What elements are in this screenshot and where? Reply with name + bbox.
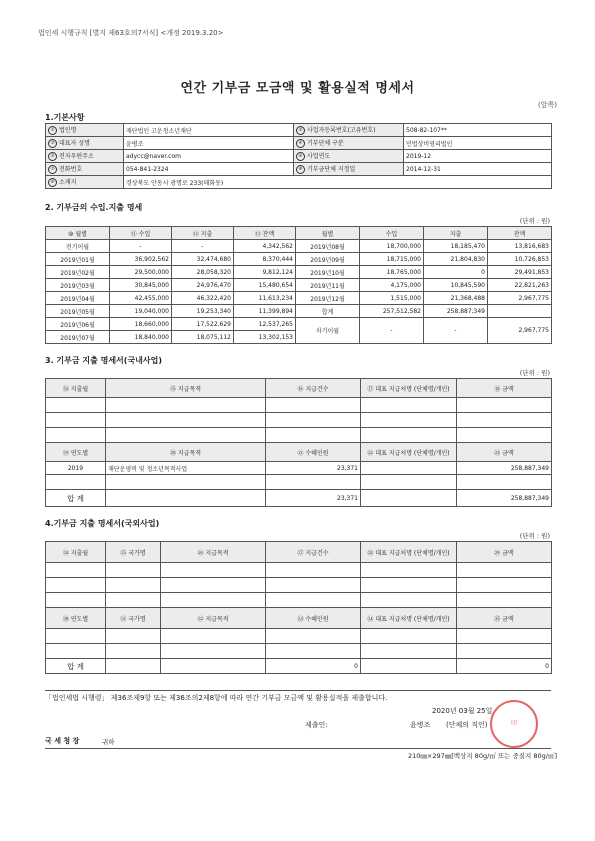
column-header: ⑱ 금액 (457, 379, 552, 398)
balance-cell: 8,370,444 (234, 253, 296, 266)
address-value: 경상북도 안동시 광명로 233(태화동) (124, 176, 552, 189)
info-label (294, 137, 404, 150)
empty-cell (266, 398, 361, 413)
domestic-row (46, 462, 552, 475)
section2-unit: (단위 : 원) (519, 217, 550, 225)
item-number: ③ (48, 139, 57, 148)
amount-cell: 258,887,349 (457, 462, 552, 475)
domestic-total-row (46, 490, 552, 507)
column-header: ㉜ 지급목적 (161, 608, 266, 629)
income-cell: 29,500,000 (110, 266, 172, 279)
expense-cell: 10,845,590 (424, 279, 488, 292)
month-cell: 2019년12월 (296, 292, 360, 305)
section3-heading: 3. 기부금 지출 명세서(국내사업) (45, 356, 163, 365)
empty-cell (106, 428, 266, 443)
empty-cell (361, 398, 457, 413)
recipient: 국 세 청 장 (45, 737, 80, 745)
column-header: 월별 (296, 227, 360, 240)
month-cell: 2019년07월 (46, 331, 110, 344)
item-number: ⑧ (296, 165, 305, 174)
address-label (46, 176, 124, 189)
column-header: ㉖ 지급목적 (161, 542, 266, 563)
empty-cell (161, 563, 266, 578)
column-header: ㉙ 금액 (457, 542, 552, 563)
balance-cell: 22,821,263 (488, 279, 552, 292)
total-expense: 258,887,349 (424, 305, 488, 318)
empty-cell (361, 644, 457, 659)
front-side-note: (앞쪽) (538, 101, 557, 109)
empty-row (46, 593, 552, 608)
column-header: 잔액 (488, 227, 552, 240)
paper-spec: 210㎜×297㎜[백상지 80g/㎡ 또는 중질지 80g/㎡] (407, 752, 557, 760)
empty-cell (46, 578, 106, 593)
seal-note: (단체의 직인) (446, 721, 488, 729)
empty-cell (266, 563, 361, 578)
empty-cell (46, 398, 106, 413)
column-header: 지출 (424, 227, 488, 240)
field-label: 기부금단체 지정일 (307, 166, 356, 173)
balance-cell: 13,816,683 (488, 240, 552, 253)
info-value: adycc@naver.com (124, 150, 294, 163)
total-balance (488, 305, 552, 318)
basic-info-table (45, 123, 552, 189)
info-value: 윤병조 (124, 137, 294, 150)
info-row (46, 124, 552, 137)
balance-cell: 29,491,853 (488, 266, 552, 279)
empty-row (46, 563, 552, 578)
empty-cell (46, 428, 106, 443)
form-reference: 법인세 시행규칙 [별지 제63호의7서식] <개정 2019.3.20> (38, 29, 224, 37)
info-label (294, 150, 404, 163)
field-label: 소재지 (59, 179, 77, 186)
item-number: ⑥ (296, 152, 305, 161)
column-header: ㉚ 연도별 (46, 608, 106, 629)
column-header: ⑫ 지출 (172, 227, 234, 240)
overseas-expense-table (45, 541, 552, 674)
income-cell: 18,765,000 (360, 266, 424, 279)
monthly-row (46, 240, 552, 253)
empty-cell (457, 593, 552, 608)
balance-cell: 4,342,562 (234, 240, 296, 253)
expense-cell: 32,474,680 (172, 253, 234, 266)
balance-cell: 2,967,775 (488, 292, 552, 305)
expense-cell: 24,976,470 (172, 279, 234, 292)
balance-cell: 13,302,153 (234, 331, 296, 344)
empty-cell (46, 475, 106, 490)
field-label: 사업자등록번호(고유번호) (307, 127, 376, 134)
empty-cell (361, 659, 457, 674)
column-header: ⑰ 대표 지급처명 (단체명/개인) (361, 379, 457, 398)
info-value: 2019-12 (404, 150, 552, 163)
total-label: 합계 (296, 305, 360, 318)
empty-cell (106, 659, 161, 674)
expense-cell: - (172, 240, 234, 253)
column-header: ㉕ 국가명 (106, 542, 161, 563)
income-cell: 18,660,000 (110, 318, 172, 331)
submitter-name: 윤병조 (410, 721, 431, 729)
expense-cell: 28,058,320 (172, 266, 234, 279)
column-header: ⑪ 수입 (110, 227, 172, 240)
expense-cell: 17,522,629 (172, 318, 234, 331)
carry-balance: 2,967,775 (488, 318, 552, 344)
income-cell: 18,715,000 (360, 253, 424, 266)
month-cell: 2019년10월 (296, 266, 360, 279)
expense-cell: 21,804,830 (424, 253, 488, 266)
empty-cell (361, 413, 457, 428)
empty-cell (46, 563, 106, 578)
balance-cell: 9,812,124 (234, 266, 296, 279)
empty-cell (161, 593, 266, 608)
column-header: ㉟ 금액 (457, 608, 552, 629)
empty-cell (361, 563, 457, 578)
empty-cell (457, 413, 552, 428)
carry-expense: - (424, 318, 488, 344)
monthly-row (46, 266, 552, 279)
empty-cell (361, 629, 457, 644)
income-cell: 1,515,000 (360, 292, 424, 305)
item-number: ① (48, 126, 57, 135)
total-amount: 0 (457, 659, 552, 674)
empty-cell (266, 578, 361, 593)
column-header: ㉔ 지출월 (46, 542, 106, 563)
info-value: 민법상비영리법인 (404, 137, 552, 150)
empty-cell (161, 659, 266, 674)
total-amount: 258,887,349 (457, 490, 552, 507)
count-cell: 23,371 (266, 462, 361, 475)
field-label: 전자우편주소 (59, 153, 94, 160)
info-label (46, 124, 124, 137)
month-cell: 2019년04월 (46, 292, 110, 305)
recipient-suffix: 귀하 (102, 738, 115, 746)
empty-cell (457, 644, 552, 659)
info-row (46, 163, 552, 176)
info-label (294, 163, 404, 176)
monthly-row (46, 292, 552, 305)
overseas-total-row (46, 659, 552, 674)
month-cell: 2019년03월 (46, 279, 110, 292)
empty-cell (161, 644, 266, 659)
item-number: ④ (296, 139, 305, 148)
empty-row (46, 413, 552, 428)
empty-cell (161, 629, 266, 644)
monthly-row (46, 253, 552, 266)
section4-heading: 4.기부금 지출 명세서(국외사업) (45, 519, 160, 528)
income-cell: 18,700,000 (360, 240, 424, 253)
footer-divider (45, 748, 551, 749)
column-header: ⑭ 지출월 (46, 379, 106, 398)
empty-cell (266, 629, 361, 644)
column-header: ⑲ 연도별 (46, 443, 106, 462)
empty-cell (266, 413, 361, 428)
domestic-expense-table (45, 378, 552, 507)
expense-cell: 0 (424, 266, 488, 279)
empty-row (46, 578, 552, 593)
address-row (46, 176, 552, 189)
item-number: ⑨ (48, 178, 57, 187)
expense-cell: 18,185,470 (424, 240, 488, 253)
empty-cell (361, 593, 457, 608)
empty-cell (457, 475, 552, 490)
empty-cell (457, 629, 552, 644)
info-value: 508-82-107** (404, 124, 552, 137)
empty-cell (266, 475, 361, 490)
total-income: 257,512,582 (360, 305, 424, 318)
monthly-row (46, 305, 552, 318)
field-label: 법인명 (59, 127, 77, 134)
empty-cell (361, 578, 457, 593)
item-number: ⑦ (48, 165, 57, 174)
empty-cell (106, 413, 266, 428)
column-header: ㉓ 금액 (457, 443, 552, 462)
balance-cell: 10,726,853 (488, 253, 552, 266)
empty-cell (457, 563, 552, 578)
income-cell: 36,902,562 (110, 253, 172, 266)
income-cell: 4,175,000 (360, 279, 424, 292)
empty-row (46, 475, 552, 490)
income-cell: - (110, 240, 172, 253)
empty-cell (457, 398, 552, 413)
empty-cell (361, 475, 457, 490)
month-cell: 전기이월 (46, 240, 110, 253)
column-header: ⑳ 지급목적 (106, 443, 266, 462)
monthly-row (46, 318, 552, 331)
column-header: ㉑ 수혜인원 (266, 443, 361, 462)
balance-cell: 11,613,234 (234, 292, 296, 305)
income-cell: 19,040,000 (110, 305, 172, 318)
expense-cell: 21,368,488 (424, 292, 488, 305)
column-header: ㉘ 대표 지급처명 (단체명/개인) (361, 542, 457, 563)
month-cell: 2019년11월 (296, 279, 360, 292)
field-label: 기부단체 구분 (307, 140, 344, 147)
info-row (46, 150, 552, 163)
empty-cell (46, 644, 106, 659)
section2-heading: 2. 기부금의 수입.지출 명세 (45, 203, 143, 212)
info-value: 054-841-2324 (124, 163, 294, 176)
year-cell: 2019 (46, 462, 106, 475)
section1-heading: 1.기본사항 (45, 113, 85, 122)
column-header: ⑯ 지급건수 (266, 379, 361, 398)
info-value: 재단법인 고운청소년재단 (124, 124, 294, 137)
empty-cell (457, 578, 552, 593)
document-title: 연간 기부금 모금액 및 활용실적 명세서 (180, 81, 415, 96)
empty-cell (106, 629, 161, 644)
empty-row (46, 644, 552, 659)
info-label (46, 150, 124, 163)
item-number: ② (296, 126, 305, 135)
empty-cell (266, 428, 361, 443)
column-header: ㉒ 대표 지급처명 (단체명/개인) (361, 443, 457, 462)
income-expense-table (45, 226, 552, 344)
empty-cell (266, 593, 361, 608)
expense-cell: 19,253,340 (172, 305, 234, 318)
empty-cell (106, 644, 161, 659)
purpose-cell: 재단운영비 및 청소년목적사업 (106, 462, 266, 475)
income-cell: 42,455,000 (110, 292, 172, 305)
empty-cell (106, 593, 161, 608)
empty-cell (46, 413, 106, 428)
section4-unit: (단위 : 원) (519, 532, 550, 540)
monthly-row (46, 279, 552, 292)
income-cell: 18,840,000 (110, 331, 172, 344)
empty-cell (106, 398, 266, 413)
empty-cell (361, 490, 457, 507)
empty-row (46, 629, 552, 644)
month-cell: 2019년08월 (296, 240, 360, 253)
income-cell: 30,845,000 (110, 279, 172, 292)
info-label (294, 124, 404, 137)
total-count: 23,371 (266, 490, 361, 507)
empty-cell (361, 428, 457, 443)
field-label: 전화번호 (59, 166, 83, 173)
column-header: ㉛ 국가명 (106, 608, 161, 629)
month-cell: 2019년01월 (46, 253, 110, 266)
month-cell: 2019년09월 (296, 253, 360, 266)
column-header: 수입 (360, 227, 424, 240)
carry-label: 차기이월 (296, 318, 360, 344)
empty-cell (106, 475, 266, 490)
column-header: ㉞ 대표 지급처명 (단체명/개인) (361, 608, 457, 629)
org-cell (361, 462, 457, 475)
carry-income: - (360, 318, 424, 344)
total-count: 0 (266, 659, 361, 674)
empty-cell (161, 578, 266, 593)
balance-cell: 11,399,894 (234, 305, 296, 318)
info-value: 2014-12-31 (404, 163, 552, 176)
info-label (46, 137, 124, 150)
month-cell: 2019년05월 (46, 305, 110, 318)
info-label (46, 163, 124, 176)
total-label: 합 계 (46, 659, 106, 674)
column-header: ⑬ 잔액 (234, 227, 296, 240)
month-cell: 2019년02월 (46, 266, 110, 279)
empty-cell (106, 563, 161, 578)
organization-seal: 印 (490, 700, 538, 748)
info-row (46, 137, 552, 150)
expense-cell: 18,075,112 (172, 331, 234, 344)
empty-row (46, 398, 552, 413)
total-label: 합 계 (46, 490, 106, 507)
month-cell: 2019년06월 (46, 318, 110, 331)
field-label: 사업연도 (307, 153, 331, 160)
submission-statement: 「법인세법 시행령」 제36조제9항 또는 제36조의2제8항에 따라 연간 기부금 모금액 및 활용실적을 제출합니다. (45, 690, 551, 703)
column-header: ⑩ 월별 (46, 227, 110, 240)
empty-cell (266, 644, 361, 659)
empty-cell (46, 629, 106, 644)
column-header: ㉗ 지급건수 (266, 542, 361, 563)
empty-cell (457, 428, 552, 443)
balance-cell: 15,480,654 (234, 279, 296, 292)
empty-cell (106, 578, 161, 593)
section3-unit: (단위 : 원) (519, 369, 550, 377)
item-number: ⑤ (48, 152, 57, 161)
column-header: ⑮ 지급목적 (106, 379, 266, 398)
empty-cell (106, 490, 266, 507)
empty-row (46, 428, 552, 443)
column-header: ㉝ 수혜인원 (266, 608, 361, 629)
balance-cell: 12,537,265 (234, 318, 296, 331)
submitter-label: 제출인: (305, 721, 328, 729)
field-label: 대표자 성명 (59, 140, 90, 147)
submission-date: 2020년 03월 25일 (432, 707, 493, 715)
empty-cell (46, 593, 106, 608)
expense-cell: 46,322,420 (172, 292, 234, 305)
